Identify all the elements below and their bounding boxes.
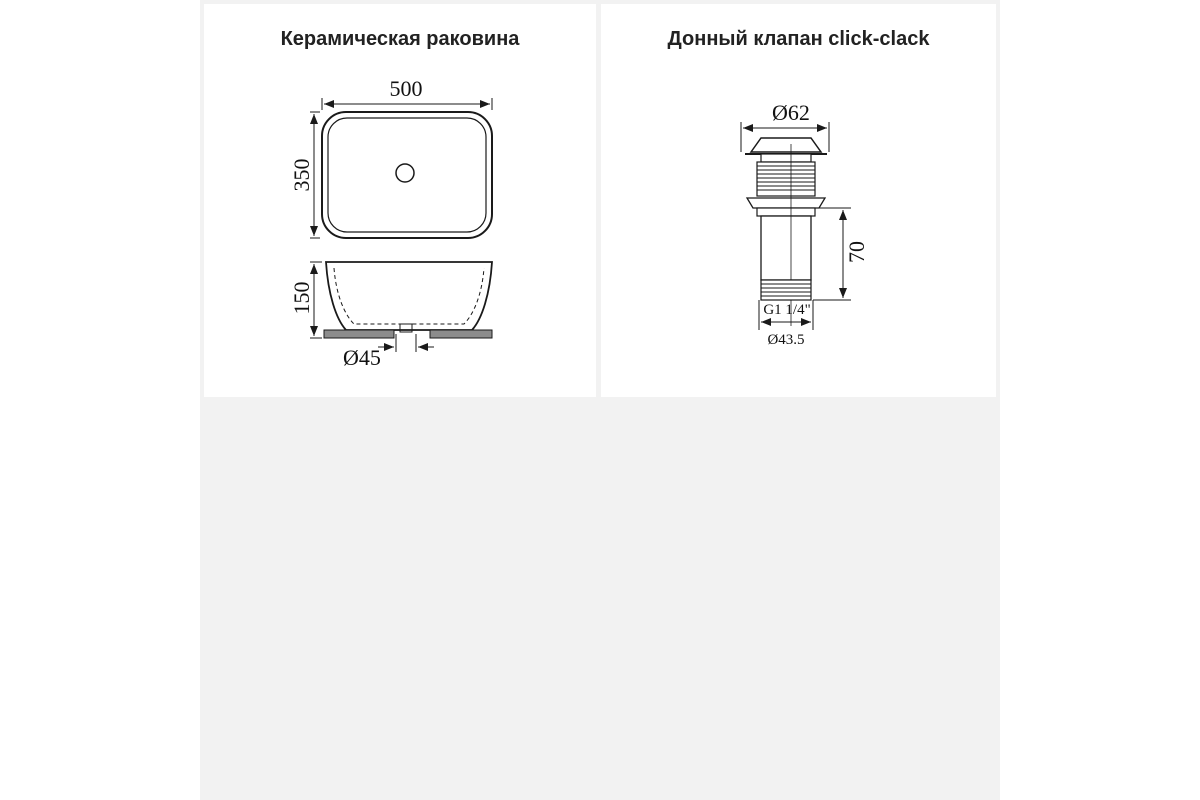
thread-label: G1 1/4" bbox=[763, 302, 811, 318]
valve-panel bbox=[601, 4, 996, 397]
sink-drawing bbox=[204, 4, 596, 397]
diagram-canvas bbox=[200, 0, 1000, 800]
cap-diameter-label: Ø62 bbox=[772, 100, 810, 125]
valve-nut bbox=[757, 208, 815, 216]
valve-neck bbox=[761, 154, 811, 162]
thread-lines bbox=[757, 166, 815, 190]
sink-title: Керамическая раковина bbox=[280, 28, 520, 50]
sink-side-inner-dashed bbox=[334, 268, 484, 324]
depth-label: 350 bbox=[289, 158, 315, 192]
drain-diameter-label: Ø45 bbox=[343, 345, 381, 370]
sink-panel bbox=[204, 4, 596, 397]
base-plate-right bbox=[430, 330, 492, 338]
valve-title: Донный клапан click-clack bbox=[667, 28, 930, 50]
base-plate-left bbox=[324, 330, 394, 338]
valve-lower-thread bbox=[761, 280, 811, 300]
valve-flange bbox=[747, 198, 825, 208]
valve-drawing bbox=[601, 4, 996, 397]
drain-hole bbox=[396, 164, 414, 182]
valve-height-label: 70 bbox=[844, 241, 870, 263]
sink-top-outer bbox=[322, 112, 492, 238]
base-diameter-label: Ø43.5 bbox=[767, 332, 805, 348]
valve-cap bbox=[751, 138, 821, 152]
sink-top-inner bbox=[328, 118, 486, 232]
valve-thread-body bbox=[757, 162, 815, 196]
valve-tube bbox=[761, 216, 811, 280]
height-label: 150 bbox=[289, 281, 315, 315]
width-label: 500 bbox=[389, 76, 423, 101]
